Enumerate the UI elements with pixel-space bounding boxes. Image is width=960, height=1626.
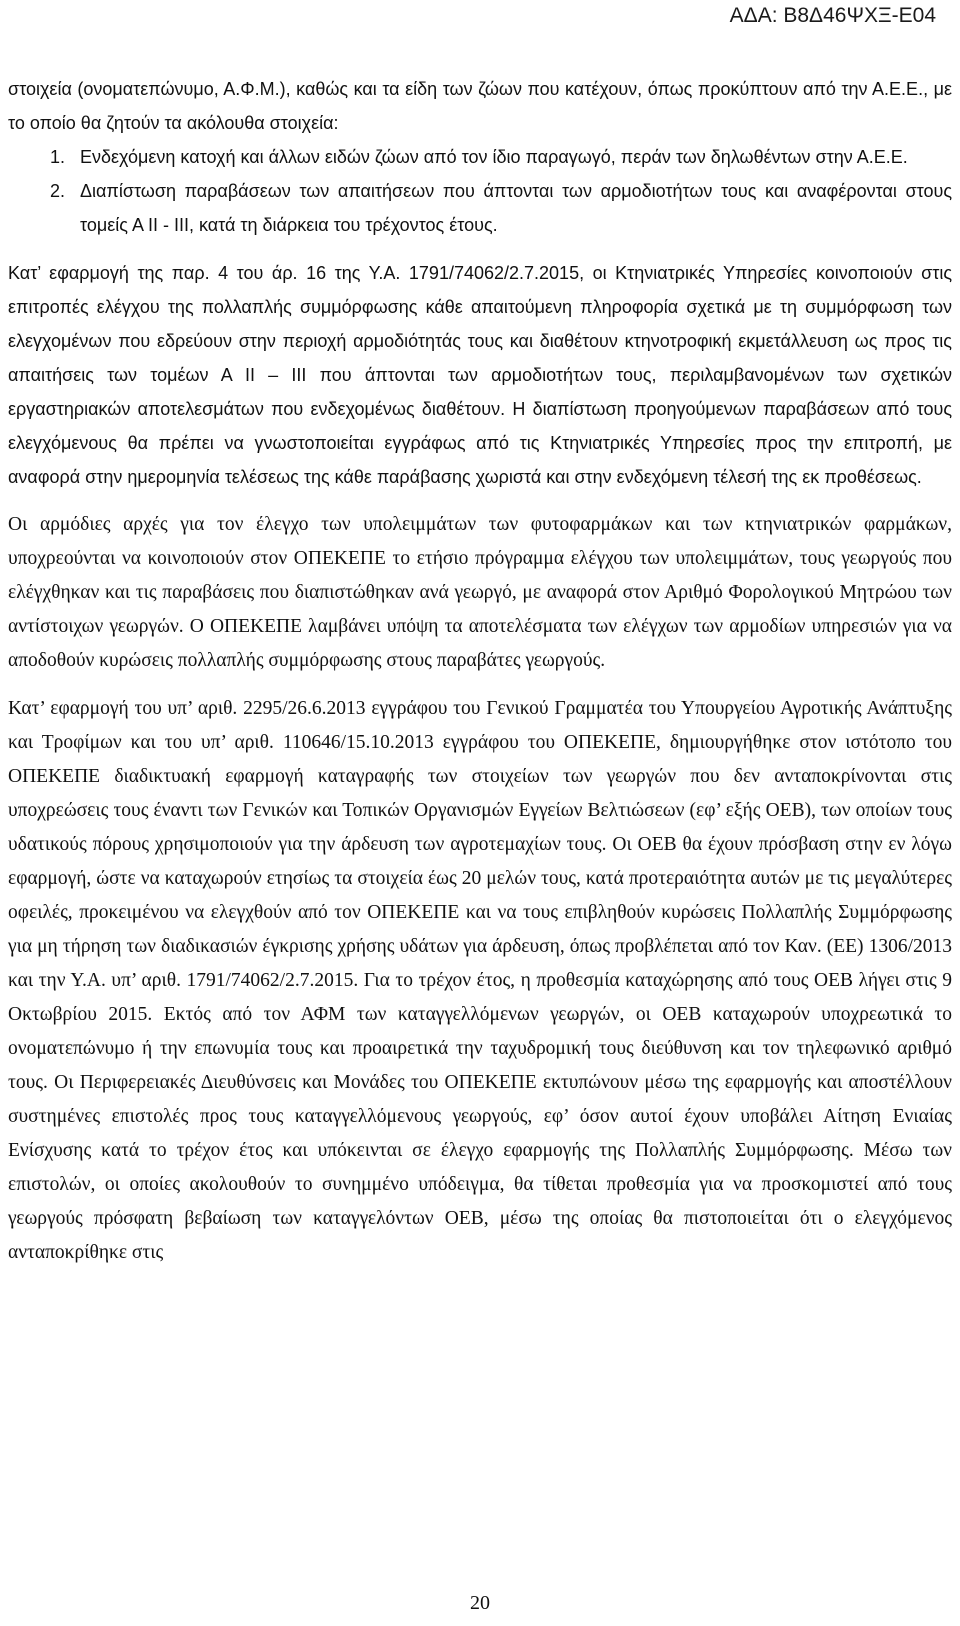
numbered-list [8, 140, 952, 242]
document-body [8, 72, 952, 1270]
paragraph-residue-controls: Οι αρμόδιες αρχές για τον έλεγχο των υπολειμμάτων των φυτοφαρμάκων και των κτηνιατρικών φαρμάκων, υποχρεούνται να κοινοποιούν στον ΟΠΕΚΕΠΕ το ετήσιο πρόγραμμα ελέγχου των υπολειμμάτων, τους γεωργούς που ελέγχθηκαν και τις παραβάσεις που διαπιστώθηκαν ανά γεωργό, με αναφορά στον Αριθμό Φορολογικού Μητρώου των αντίστοιχων γεωργών. Ο ΟΠΕΚΕΠΕ λαμβάνει υπόψη τα αποτελέσματα των ελέγχων των αρμοδίων υπηρεσιών για να αποδοθούν κυρώσεις πολλαπλής συμμόρφωσης στους παραβάτες γεωργούς. [8, 514, 952, 671]
list-item-number: 1. [50, 147, 66, 167]
ada-code: ΑΔΑ: Β8Δ46ΨΧΞ-Ε04 [729, 4, 936, 27]
list-item-text: Ενδεχόμενη κατοχή και άλλων ειδών ζώων από τον ίδιο παραγωγό, περάν των δηλωθέντων στην Α.Ε.Ε. [80, 147, 908, 167]
page-number: 20 [470, 1592, 490, 1614]
paragraph-veterinary-services: Κατ’ εφαρμογή της παρ. 4 του άρ. 16 της Υ.Α. 1791/74062/2.7.2015, οι Κτηνιατρικές Υπηρεσίες κοινοποιούν στις επιτροπές ελέγχου της πολλαπλής συμμόρφωσης κάθε απαιτούμενη πληροφορία σχετικά με τη συμμόρφωση των ελεγχομένων που εδρεύουν στην περιοχή αρμοδιότητάς τους και διαθέτουν κτηνοτροφική εκμετάλλευση ως προς τις απαιτήσεις των τομέων Α ΙΙ – ΙΙΙ που άπτονται των αρμοδιοτήτων τους, περιλαμβανομένων των σχετικών εργαστηριακών αποτελεσμάτων που ενδεχομένως διαθέτουν. Η διαπίστωση προηγούμενων παραβάσεων από τους ελεγχόμενους θα πρέπει να γνωστοποιείται εγγράφως από τις Κτηνιατρικές Υπηρεσίες προς την επιτροπή, με αναφορά στην ημερομηνία τελέσεως της κάθε παράβασης χωριστά και στην ενδεχόμενη τέλεσή της εκ προθέσεως. [8, 263, 952, 487]
list-item [8, 174, 952, 242]
list-item-number: 2. [50, 181, 66, 201]
list-item [8, 140, 952, 174]
intro-paragraph: στοιχεία (ονοματεπώνυμο, Α.Φ.Μ.), καθώς και τα είδη των ζώων που κατέχουν, όπως προκύπτουν από την Α.Ε.Ε., με το οποίο θα ζητούν τα ακόλουθα στοιχεία: [8, 79, 952, 133]
list-item-text: Διαπίστωση παραβάσεων των απαιτήσεων που άπτονται των αρμοδιοτήτων τους και αναφέρονται στους τομείς Α ΙΙ - ΙΙΙ, κατά τη διάρκεια του τρέχοντος έτους. [80, 181, 952, 235]
paragraph-oeb-application: Κατ’ εφαρμογή του υπ’ αριθ. 2295/26.6.2013 εγγράφου του Γενικού Γραμματέα του Υπουργείου Αγροτικής Ανάπτυξης και Τροφίμων και του υπ’ αριθ. 110646/15.10.2013 εγγράφου του ΟΠΕΚΕΠΕ, δημιουργήθηκε στον ιστότοπο του ΟΠΕΚΕΠΕ διαδικτυακή εφαρμογή καταγραφής των στοιχείων των γεωργών που δεν ανταποκρίνονται στις υποχρεώσεις τους έναντι των Γενικών και Τοπικών Οργανισμών Εγγείων Βελτιώσεων (εφ’ εξής ΟΕΒ), των οποίων τους υδατικούς πόρους χρησιμοποιούν για την άρδευση των αγροτεμαχίων τους. Οι ΟΕΒ θα έχουν πρόσβαση στην εν λόγω εφαρμογή, ώστε να καταχωρούν ετησίως τα στοιχεία έως 20 μελών τους, κατά προτεραιότητα αυτών με τις μεγαλύτερες οφειλές, προκειμένου να ελεγχθούν από τον ΟΠΕΚΕΠΕ και να τους επιβληθούν κυρώσεις Πολλαπλής Συμμόρφωσης για μη τήρηση των διαδικασιών έγκρισης χρήσης υδάτων για άρδευση, όπως προβλέπεται από τον Καν. (ΕΕ) 1306/2013 και την Υ.Α. υπ’ αριθ. 1791/74062/2.7.2015. Για το τρέχον έτος, η προθεσμία καταχώρησης από τους ΟΕΒ λήγει στις 9 Οκτωβρίου 2015. Εκτός από τον ΑΦΜ των καταγγελλόμενων γεωργών, οι ΟΕΒ καταχωρούν υποχρεωτικά το ονοματεπώνυμο ή την επωνυμία τους και προαιρετικά την ταχυδρομική τους διεύθυνση και τον τηλεφωνικό αριθμό τους. Οι Περιφερειακές Διευθύνσεις και Μονάδες του ΟΠΕΚΕΠΕ εκτυπώνουν μέσω της εφαρμογής και αποστέλλουν συστημένες επιστολές προς τους καταγγελλόμενους γεωργούς, εφ’ όσον αυτοί έχουν υποβάλει Αίτηση Ενιαίας Ενίσχυσης κατά το τρέχον έτος και υπόκεινται σε έλεγχο εφαρμογής της Πολλαπλής Συμμόρφωσης. Μέσω των επιστολών, οι οποίες ακολουθούν το συνημμένο υπόδειγμα, θα τίθεται προθεσμία για να προσκομιστεί από τους γεωργούς πρόσφατη βεβαίωση των καταγγελόντων ΟΕΒ, μέσω της οποίας θα πιστοποιείται ότι ο ελεγχόμενος ανταποκρίθηκε στις [8, 698, 952, 1263]
